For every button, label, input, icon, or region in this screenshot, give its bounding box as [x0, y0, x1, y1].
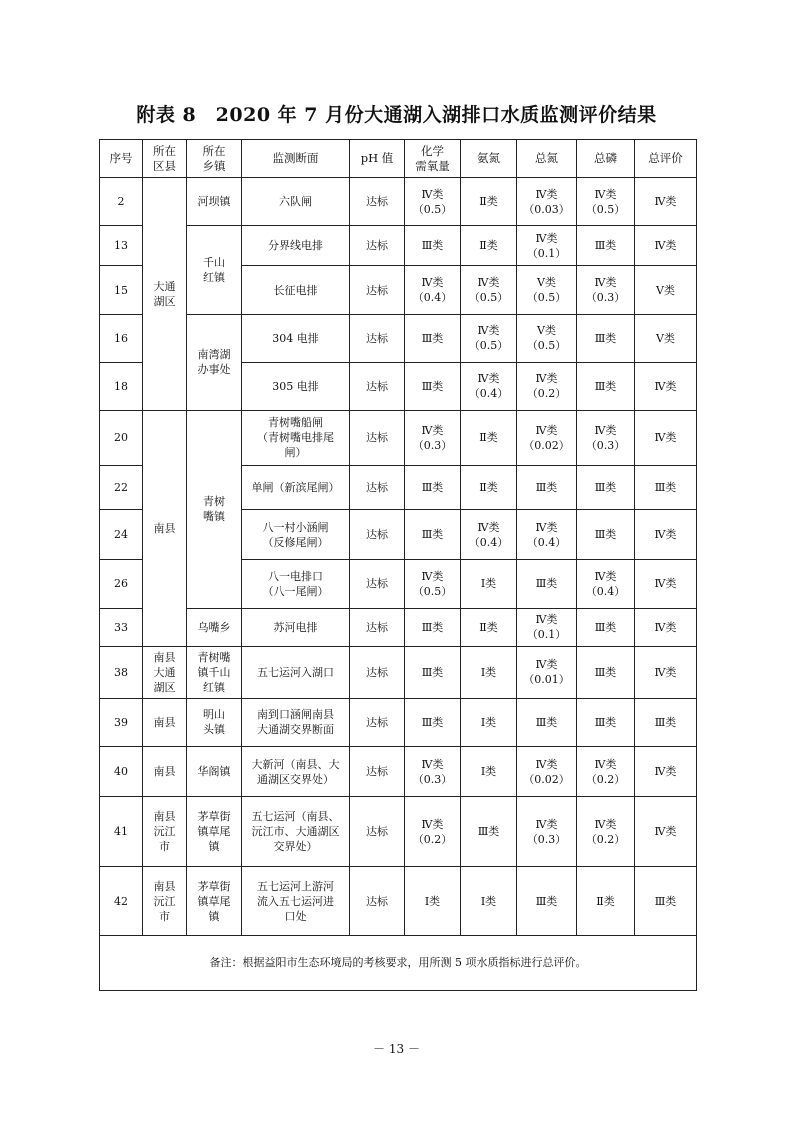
cell-ammonia: Ⅰ类 — [461, 646, 517, 698]
cell-ammonia: Ⅰ类 — [461, 867, 517, 935]
cell-ph: 达标 — [350, 698, 405, 746]
cell-ammonia: Ⅰ类 — [461, 698, 517, 746]
cell-county: 南县 — [143, 747, 187, 797]
cell-ammonia: Ⅳ类 （0.5） — [461, 266, 517, 314]
table-row — [100, 178, 697, 226]
table-row — [100, 867, 697, 935]
header-total-phosphorus: 总磷 — [577, 140, 635, 178]
cell-section: 八一电排口 （八一尾闸） — [242, 560, 350, 608]
cell-ammonia: Ⅱ类 — [461, 608, 517, 646]
cell-total-nitrogen: Ⅲ类 — [517, 698, 577, 746]
cell-total-nitrogen: Ⅴ类 （0.5） — [517, 314, 577, 362]
cell-total-phosphorus: Ⅳ类 （0.5） — [577, 178, 635, 226]
cell-total-phosphorus: Ⅳ类 （0.2） — [577, 747, 635, 797]
cell-seq: 26 — [100, 560, 143, 608]
cell-county: 南县 — [143, 698, 187, 746]
header-ammonia: 氨氮 — [461, 140, 517, 178]
header-cod: 化学 需氧量 — [405, 140, 461, 178]
cell-seq: 22 — [100, 466, 143, 510]
cell-section: 单闸（新滨尾闸） — [242, 466, 350, 510]
cell-cod: Ⅳ类 （0.2） — [405, 797, 461, 867]
cell-total-phosphorus: Ⅱ类 — [577, 867, 635, 935]
cell-cod: Ⅳ类 （0.3） — [405, 410, 461, 465]
cell-town: 茅草街 镇草尾 镇 — [187, 867, 242, 935]
cell-total-phosphorus: Ⅲ类 — [577, 226, 635, 266]
cell-ph: 达标 — [350, 510, 405, 560]
cell-ammonia: Ⅳ类 （0.4） — [461, 510, 517, 560]
cell-total-nitrogen: Ⅳ类 （0.1） — [517, 226, 577, 266]
cell-seq: 42 — [100, 867, 143, 935]
cell-section: 大新河（南县、大 通湖区交界处） — [242, 747, 350, 797]
cell-seq: 41 — [100, 797, 143, 867]
header-county: 所在 区县 — [143, 140, 187, 178]
cell-overall: Ⅲ类 — [635, 698, 697, 746]
table-row — [100, 747, 697, 797]
cell-seq: 24 — [100, 510, 143, 560]
cell-total-nitrogen: Ⅳ类 （0.1） — [517, 608, 577, 646]
cell-total-phosphorus: Ⅳ类 （0.4） — [577, 560, 635, 608]
cell-ammonia: Ⅳ类 （0.5） — [461, 314, 517, 362]
cell-cod: Ⅲ类 — [405, 362, 461, 410]
cell-overall: Ⅳ类 — [635, 797, 697, 867]
cell-cod: Ⅲ类 — [405, 510, 461, 560]
cell-ph: 达标 — [350, 747, 405, 797]
cell-town: 华阁镇 — [187, 747, 242, 797]
cell-cod: Ⅲ类 — [405, 698, 461, 746]
water-quality-table — [99, 139, 697, 991]
table-row — [100, 410, 697, 465]
cell-overall: Ⅲ类 — [635, 466, 697, 510]
cell-section: 304 电排 — [242, 314, 350, 362]
cell-total-phosphorus: Ⅲ类 — [577, 466, 635, 510]
header-seq: 序号 — [100, 140, 143, 178]
cell-overall: Ⅳ类 — [635, 510, 697, 560]
table-row — [100, 226, 697, 266]
page-title: 附表 8 2020 年 7 月份大通湖入湖排口水质监测评价结果 — [136, 104, 657, 126]
cell-total-phosphorus: Ⅲ类 — [577, 646, 635, 698]
cell-overall: Ⅳ类 — [635, 226, 697, 266]
cell-cod: Ⅳ类 （0.5） — [405, 178, 461, 226]
cell-town: 南湾湖 办事处 — [187, 314, 242, 410]
cell-cod: Ⅳ类 （0.4） — [405, 266, 461, 314]
cell-total-nitrogen: Ⅳ类 （0.01） — [517, 646, 577, 698]
cell-section: 青树嘴船闸 （青树嘴电排尾 闸） — [242, 410, 350, 465]
cell-section: 八一村小涵闸 （反修尾闸） — [242, 510, 350, 560]
cell-cod: Ⅲ类 — [405, 314, 461, 362]
cell-cod: Ⅳ类 （0.3） — [405, 747, 461, 797]
cell-section: 305 电排 — [242, 362, 350, 410]
cell-seq: 13 — [100, 226, 143, 266]
cell-overall: Ⅳ类 — [635, 747, 697, 797]
note-row — [100, 935, 697, 990]
cell-ammonia: Ⅰ类 — [461, 747, 517, 797]
cell-section: 长征电排 — [242, 266, 350, 314]
cell-seq: 2 — [100, 178, 143, 226]
cell-ammonia: Ⅱ类 — [461, 410, 517, 465]
cell-overall: Ⅳ类 — [635, 178, 697, 226]
cell-cod: Ⅰ类 — [405, 867, 461, 935]
cell-overall: Ⅳ类 — [635, 608, 697, 646]
cell-total-nitrogen: Ⅳ类 （0.02） — [517, 747, 577, 797]
cell-cod: Ⅲ类 — [405, 226, 461, 266]
cell-cod: Ⅲ类 — [405, 466, 461, 510]
cell-overall: Ⅲ类 — [635, 867, 697, 935]
cell-town: 千山 红镇 — [187, 226, 242, 314]
cell-ph: 达标 — [350, 178, 405, 226]
cell-town: 青树 嘴镇 — [187, 410, 242, 608]
header-section: 监测断面 — [242, 140, 350, 178]
cell-total-nitrogen: Ⅳ类 （0.4） — [517, 510, 577, 560]
cell-section: 六队闸 — [242, 178, 350, 226]
cell-overall: Ⅴ类 — [635, 266, 697, 314]
cell-overall: Ⅳ类 — [635, 646, 697, 698]
cell-ammonia: Ⅱ类 — [461, 466, 517, 510]
table-row — [100, 608, 697, 646]
header-ph: pH 值 — [350, 140, 405, 178]
cell-town: 茅草街 镇草尾 镇 — [187, 797, 242, 867]
cell-town: 河坝镇 — [187, 178, 242, 226]
table-row — [100, 314, 697, 362]
cell-total-nitrogen: Ⅳ类 （0.2） — [517, 362, 577, 410]
cell-total-nitrogen: Ⅲ类 — [517, 466, 577, 510]
cell-overall: Ⅴ类 — [635, 314, 697, 362]
cell-county: 南县 沅江 市 — [143, 797, 187, 867]
cell-total-nitrogen: Ⅳ类 （0.3） — [517, 797, 577, 867]
cell-section: 南到口涵闸南县 大通湖交界断面 — [242, 698, 350, 746]
cell-section: 苏河电排 — [242, 608, 350, 646]
cell-ammonia: Ⅰ类 — [461, 560, 517, 608]
cell-total-nitrogen: Ⅴ类 （0.5） — [517, 266, 577, 314]
cell-ammonia: Ⅱ类 — [461, 178, 517, 226]
cell-cod: Ⅳ类 （0.5） — [405, 560, 461, 608]
cell-ph: 达标 — [350, 797, 405, 867]
cell-section: 五七运河上游河 流入五七运河进 口处 — [242, 867, 350, 935]
cell-town: 明山 头镇 — [187, 698, 242, 746]
cell-seq: 40 — [100, 747, 143, 797]
cell-town: 青树嘴 镇千山 红镇 — [187, 646, 242, 698]
table-note: 备注：根据益阳市生态环境局的考核要求，用所测 5 项水质指标进行总评价。 — [100, 935, 697, 990]
header-town: 所在 乡镇 — [187, 140, 242, 178]
cell-ph: 达标 — [350, 560, 405, 608]
cell-overall: Ⅳ类 — [635, 362, 697, 410]
header-overall: 总评价 — [635, 140, 697, 178]
cell-overall: Ⅳ类 — [635, 560, 697, 608]
cell-seq: 16 — [100, 314, 143, 362]
cell-town: 乌嘴乡 — [187, 608, 242, 646]
cell-total-phosphorus: Ⅳ类 （0.2） — [577, 797, 635, 867]
cell-ph: 达标 — [350, 608, 405, 646]
table-row — [100, 646, 697, 698]
cell-ph: 达标 — [350, 466, 405, 510]
cell-ph: 达标 — [350, 410, 405, 465]
cell-ph: 达标 — [350, 646, 405, 698]
cell-section: 分界线电排 — [242, 226, 350, 266]
cell-total-phosphorus: Ⅲ类 — [577, 698, 635, 746]
cell-total-nitrogen: Ⅳ类 （0.02） — [517, 410, 577, 465]
page-number: － 13 － — [373, 1042, 420, 1056]
cell-total-nitrogen: Ⅳ类 （0.03） — [517, 178, 577, 226]
cell-seq: 38 — [100, 646, 143, 698]
cell-seq: 15 — [100, 266, 143, 314]
cell-ph: 达标 — [350, 362, 405, 410]
cell-county: 南县 大通 湖区 — [143, 646, 187, 698]
cell-total-nitrogen: Ⅲ类 — [517, 560, 577, 608]
cell-cod: Ⅲ类 — [405, 608, 461, 646]
cell-county: 南县 沅江 市 — [143, 867, 187, 935]
cell-section: 五七运河（南县、 沅江市、大通湖区 交界处） — [242, 797, 350, 867]
cell-cod: Ⅲ类 — [405, 646, 461, 698]
cell-ph: 达标 — [350, 226, 405, 266]
cell-total-phosphorus: Ⅲ类 — [577, 510, 635, 560]
cell-ammonia: Ⅳ类 （0.4） — [461, 362, 517, 410]
header-row — [100, 140, 697, 178]
cell-ph: 达标 — [350, 867, 405, 935]
cell-seq: 39 — [100, 698, 143, 746]
cell-total-phosphorus: Ⅳ类 （0.3） — [577, 266, 635, 314]
cell-section: 五七运河入湖口 — [242, 646, 350, 698]
cell-overall: Ⅳ类 — [635, 410, 697, 465]
cell-total-phosphorus: Ⅳ类 （0.3） — [577, 410, 635, 465]
table-row — [100, 698, 697, 746]
cell-county: 南县 — [143, 410, 187, 646]
header-total-nitrogen: 总氮 — [517, 140, 577, 178]
cell-ph: 达标 — [350, 266, 405, 314]
cell-ammonia: Ⅱ类 — [461, 226, 517, 266]
table-row — [100, 797, 697, 867]
cell-ammonia: Ⅲ类 — [461, 797, 517, 867]
cell-total-phosphorus: Ⅲ类 — [577, 314, 635, 362]
cell-seq: 33 — [100, 608, 143, 646]
cell-seq: 20 — [100, 410, 143, 465]
cell-total-nitrogen: Ⅲ类 — [517, 867, 577, 935]
cell-total-phosphorus: Ⅲ类 — [577, 608, 635, 646]
cell-seq: 18 — [100, 362, 143, 410]
cell-total-phosphorus: Ⅲ类 — [577, 362, 635, 410]
cell-county: 大通 湖区 — [143, 178, 187, 411]
cell-ph: 达标 — [350, 314, 405, 362]
